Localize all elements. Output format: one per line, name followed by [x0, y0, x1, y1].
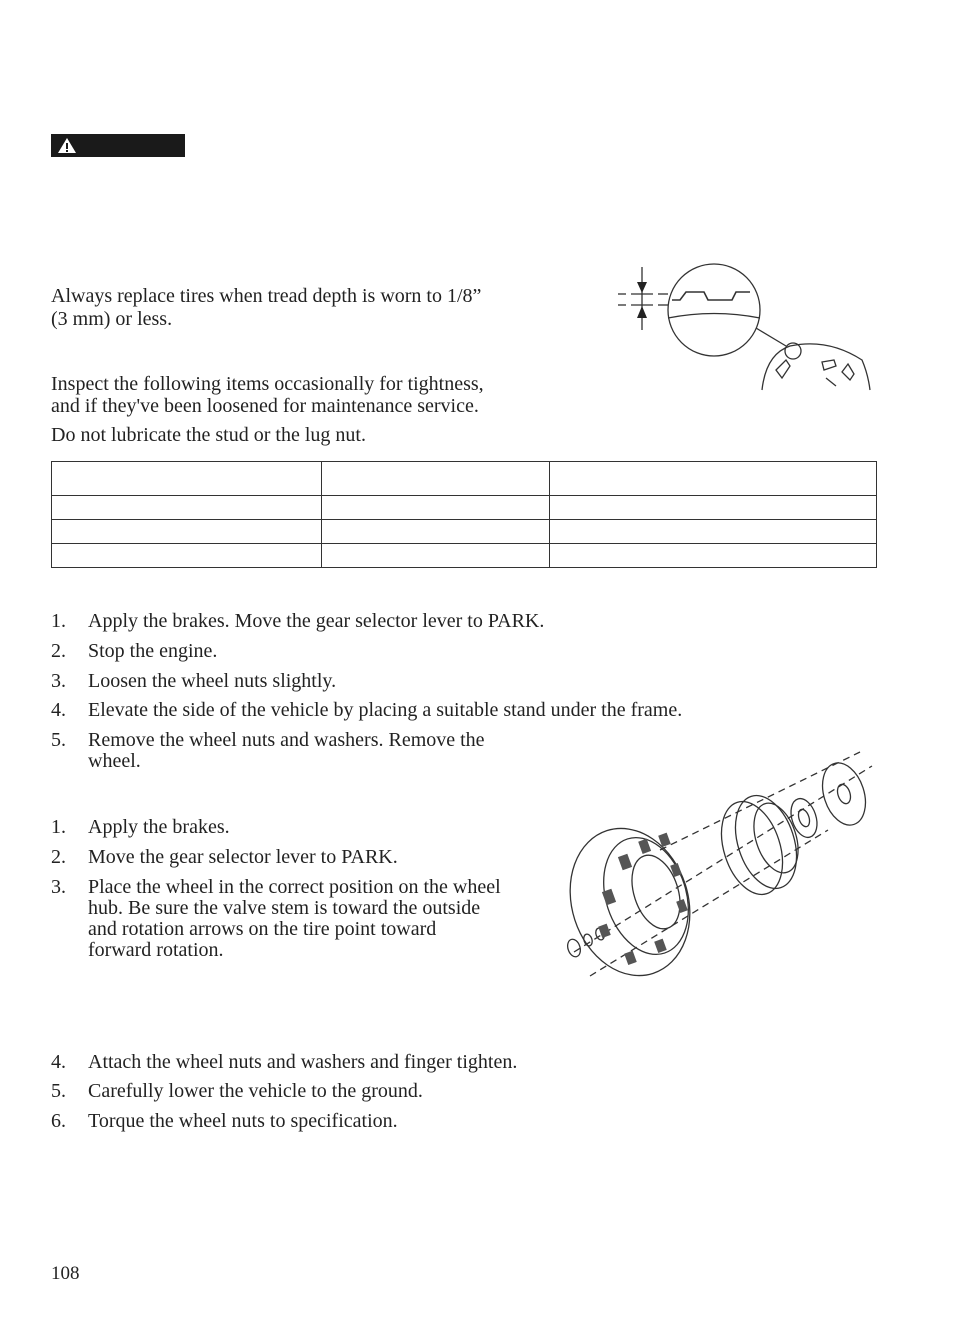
table-row: [52, 520, 877, 544]
step-number: 4.: [51, 1051, 66, 1073]
tightness-line-1: Inspect the following items occasionally for tightness,: [51, 373, 484, 395]
step-text: Apply the brakes.: [88, 816, 230, 838]
torque-spec-table: [51, 461, 877, 568]
table-row: [52, 544, 877, 568]
step-text: Apply the brakes. Move the gear selector lever to PARK.: [88, 610, 545, 632]
warning-triangle-icon: [57, 137, 77, 154]
table-cell: [550, 496, 877, 520]
step-text-line-1: Place the wheel in the correct position on the wheel: [88, 876, 501, 898]
table-cell: [52, 520, 322, 544]
step-number: 5.: [51, 729, 66, 751]
table-cell: [52, 544, 322, 568]
table-cell: [322, 544, 550, 568]
tire-replace-line-1: Always replace tires when tread depth is worn to 1/8”: [51, 285, 482, 307]
table-cell: [322, 520, 550, 544]
step-number: 1.: [51, 816, 66, 838]
step-number: 2.: [51, 846, 66, 868]
step-number: 5.: [51, 1080, 66, 1102]
tread-depth-illustration: [610, 262, 875, 394]
table-row: [52, 496, 877, 520]
table-header-row: [52, 462, 877, 496]
step-text: Loosen the wheel nuts slightly.: [88, 670, 337, 692]
step-text: Torque the wheel nuts to specification.: [88, 1110, 398, 1132]
table-cell: [550, 462, 877, 496]
step-text-line-1: Remove the wheel nuts and washers. Remove the: [88, 729, 485, 751]
step-text: Attach the wheel nuts and washers and finger tighten.: [88, 1051, 518, 1073]
wheel-exploded-illustration: [560, 740, 880, 985]
step-number: 1.: [51, 610, 66, 632]
page-number: 108: [51, 1263, 80, 1284]
table-cell: [550, 520, 877, 544]
step-number: 4.: [51, 699, 66, 721]
table-cell: [322, 462, 550, 496]
step-text: Elevate the side of the vehicle by placing a suitable stand under the frame.: [88, 699, 683, 721]
warning-banner: [51, 134, 185, 157]
step-number: 3.: [51, 670, 66, 692]
table-cell: [52, 462, 322, 496]
step-text: Carefully lower the vehicle to the ground.: [88, 1080, 423, 1102]
table-cell: [550, 544, 877, 568]
tightness-line-3: Do not lubricate the stud or the lug nut.: [51, 424, 366, 446]
tightness-line-2: and if they've been loosened for maintenance service.: [51, 395, 479, 417]
step-number: 6.: [51, 1110, 66, 1132]
step-text-line-3: and rotation arrows on the tire point toward: [88, 918, 437, 940]
table-cell: [322, 496, 550, 520]
step-number: 2.: [51, 640, 66, 662]
step-text: Stop the engine.: [88, 640, 218, 662]
tire-replace-line-2: (3 mm) or less.: [51, 308, 173, 330]
step-number: 3.: [51, 876, 66, 898]
step-text-line-4: forward rotation.: [88, 939, 224, 961]
step-text: Move the gear selector lever to PARK.: [88, 846, 398, 868]
step-text-line-2: hub. Be sure the valve stem is toward the outside: [88, 897, 481, 919]
table-cell: [52, 496, 322, 520]
step-text-line-2: wheel.: [88, 750, 141, 772]
